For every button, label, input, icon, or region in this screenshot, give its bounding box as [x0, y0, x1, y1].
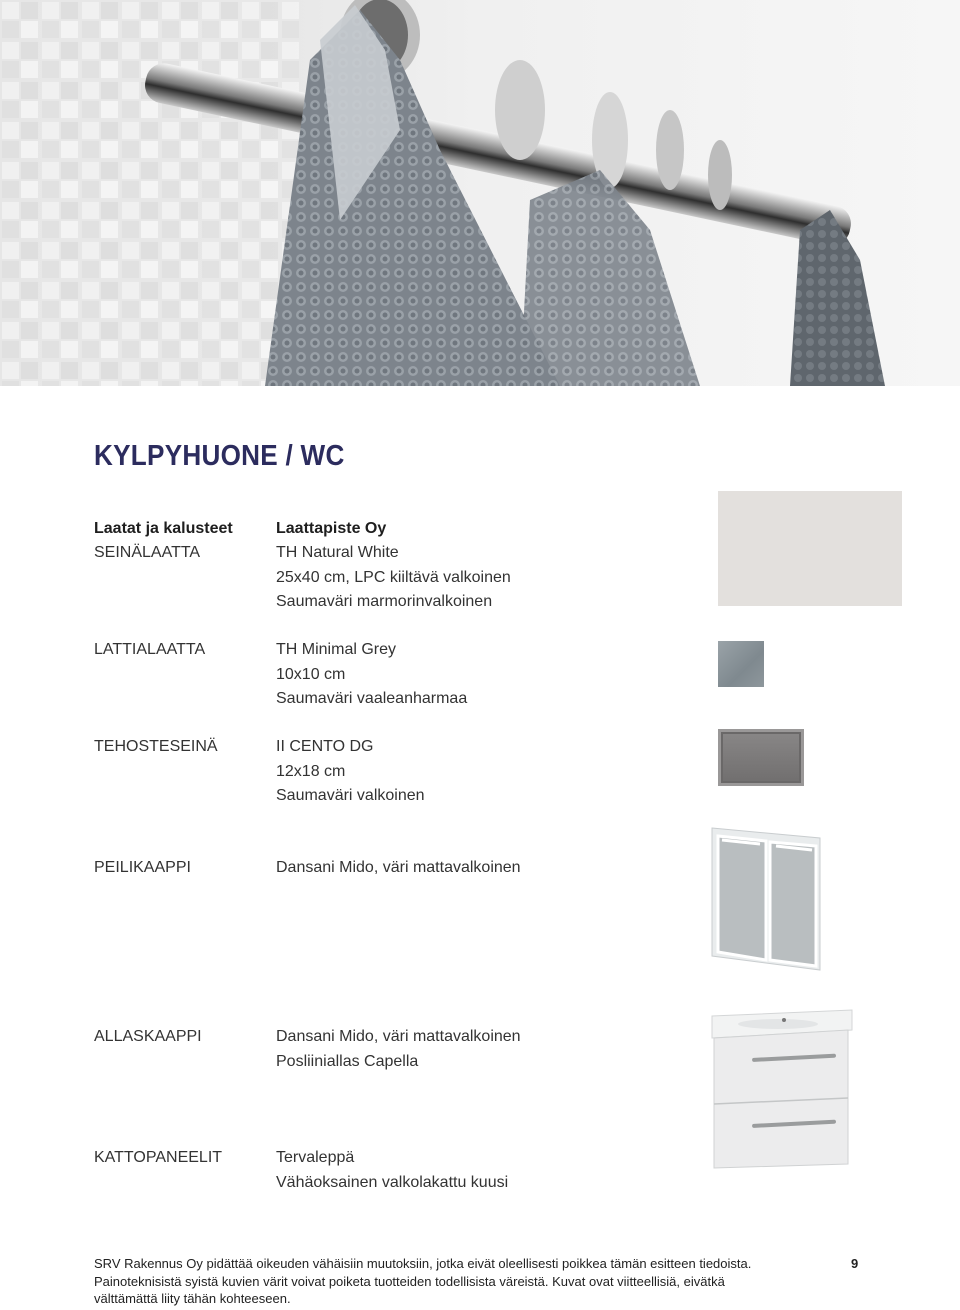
page-title: KYLPYHUONE / WC — [94, 440, 345, 472]
details-mirror-cabinet — [276, 856, 521, 881]
detail-line: 12x18 cm — [276, 762, 346, 780]
hero-photo-towels — [0, 0, 960, 386]
detail-line: Saumaväri valkoinen — [276, 787, 425, 804]
detail-line: Dansani Mido, väri mattavalkoinen — [276, 859, 521, 876]
category-heading: Laatat ja kalusteet — [94, 520, 233, 537]
label-sink-cabinet: ALLASKAAPPI — [94, 1028, 202, 1045]
sink-cabinet-image — [708, 1006, 856, 1170]
label-wall-tile: SEINÄLAATTA — [94, 544, 201, 561]
details-sink-cabinet — [276, 1025, 521, 1074]
detail-line: II CENTO DG — [276, 738, 374, 755]
footer-disclaimer — [94, 1255, 794, 1308]
details-feature-wall — [276, 735, 425, 809]
detail-line: Saumaväri marmorinvalkoinen — [276, 593, 493, 610]
footer-line: välttämättä liity tähän kohteeseen. — [94, 1291, 291, 1306]
wall-tile-swatch — [718, 491, 902, 606]
detail-line: TH Natural White — [276, 544, 399, 561]
details-floor-tile — [276, 638, 467, 712]
footer-line: Painoteknisistä syistä kuvien värit voivat poiketa tuotteiden todellisista väreistä. Kuvat ovat viitteellisiä, eivätkä — [94, 1273, 725, 1289]
detail-line: 25x40 cm, LPC kiiltävä valkoinen — [276, 568, 511, 586]
detail-line: Vähäoksainen valkolakattu kuusi — [276, 1173, 509, 1191]
detail-line: Posliiniallas Capella — [276, 1052, 419, 1070]
detail-line: TH Minimal Grey — [276, 641, 397, 658]
page-number: 9 — [851, 1256, 859, 1271]
detail-line: Saumaväri vaaleanharmaa — [276, 690, 468, 707]
feature-tile-swatch — [718, 729, 804, 786]
floor-tile-swatch — [718, 641, 764, 687]
label-floor-tile: LATTIALAATTA — [94, 641, 206, 658]
detail-line: Tervaleppä — [276, 1149, 355, 1166]
detail-line: Dansani Mido, väri mattavalkoinen — [276, 1028, 521, 1045]
detail-line: 10x10 cm — [276, 665, 346, 683]
details-ceiling-panels — [276, 1146, 508, 1195]
label-ceiling-panels: KATTOPANEELIT — [94, 1149, 223, 1166]
footer-line: SRV Rakennus Oy pidättää oikeuden vähäisiin muutoksiin, jotka eivät oleellisesti poikkea tämän esitteen tiedoista. — [94, 1256, 752, 1271]
label-feature-wall: TEHOSTESEINÄ — [94, 738, 218, 755]
label-mirror-cabinet: PEILIKAAPPI — [94, 859, 191, 876]
mirror-cabinet-image — [708, 824, 826, 974]
details-wall-tile — [276, 541, 511, 615]
supplier-heading: Laattapiste Oy — [276, 520, 387, 537]
